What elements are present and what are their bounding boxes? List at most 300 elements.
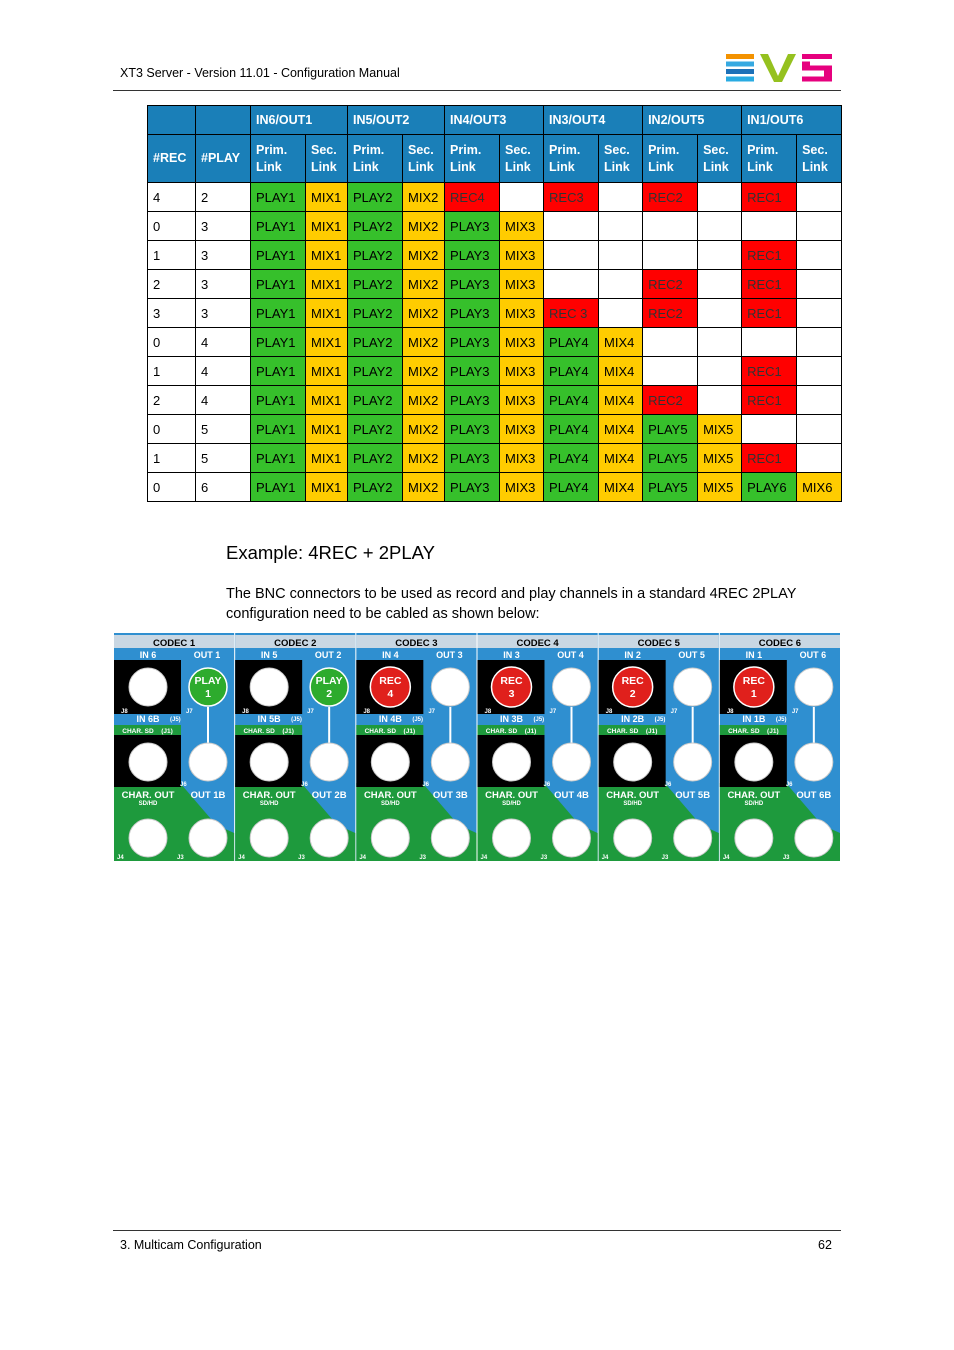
channel-cell: PLAY1	[251, 444, 306, 473]
j5-label: (J5)	[291, 717, 302, 723]
channel-cell	[797, 415, 842, 444]
outb-label: OUT 2B	[311, 790, 347, 801]
char-out-label: CHAR. OUT	[606, 790, 660, 801]
channel-cell: PLAY3	[445, 328, 500, 357]
jack-label: J6	[664, 782, 672, 788]
j1-label: (J1)	[524, 728, 537, 735]
group-header: IN1/OUT6	[742, 106, 842, 135]
table-row	[148, 183, 842, 212]
play-count-cell: 3	[196, 299, 251, 328]
section-title: Example: 4REC + 2PLAY	[226, 542, 435, 563]
channel-cell	[797, 270, 842, 299]
play-count-cell: 4	[196, 357, 251, 386]
jack-label: J7	[791, 709, 799, 715]
char-sd-label: CHAR. SD	[485, 728, 518, 735]
jack-label: J7	[428, 709, 436, 715]
rec-count-cell: 2	[148, 386, 196, 415]
channel-cell	[599, 270, 643, 299]
channel-cell: MIX3	[500, 357, 544, 386]
channel-cell: PLAY5	[643, 444, 698, 473]
channel-cell: REC3	[544, 183, 599, 212]
footer-section: 3. Multicam Configuration	[120, 1238, 262, 1252]
channel-cell: PLAY2	[348, 357, 403, 386]
footer-rule	[113, 1230, 841, 1231]
channel-cell: MIX2	[403, 357, 445, 386]
channel-cell: PLAY2	[348, 299, 403, 328]
channel-cell: PLAY2	[348, 473, 403, 502]
config-table-body	[148, 183, 842, 502]
channel-cell: REC1	[742, 270, 797, 299]
channel-cell: PLAY3	[445, 386, 500, 415]
channel-cell: MIX4	[599, 328, 643, 357]
inb-label: IN 2B	[621, 714, 645, 724]
page-number: 62	[818, 1238, 832, 1252]
channel-cell: PLAY2	[348, 241, 403, 270]
channel-cell: PLAY6	[742, 473, 797, 502]
channel-cell: MIX3	[500, 212, 544, 241]
channel-cell	[797, 386, 842, 415]
char-out-label: CHAR. OUT	[485, 790, 538, 801]
jack-label: J6	[543, 782, 551, 788]
rec-count-cell: 1	[148, 357, 196, 386]
channel-cell: PLAY5	[643, 415, 698, 444]
rec-count-header: #REC	[148, 135, 196, 183]
inb-label: IN 4B	[378, 714, 402, 724]
play-count-cell: 3	[196, 241, 251, 270]
channel-cell: PLAY1	[251, 212, 306, 241]
jack-label: J4	[359, 855, 367, 861]
table-row	[148, 241, 842, 270]
j5-label: (J5)	[412, 717, 424, 723]
table-row	[148, 473, 842, 502]
rec-count-cell: 1	[148, 444, 196, 473]
in-label: IN 5	[260, 650, 278, 660]
channel-cell	[500, 183, 544, 212]
table-row	[148, 444, 842, 473]
j1-label: (J1)	[767, 728, 779, 735]
play-count-cell: 6	[196, 473, 251, 502]
channel-cell	[698, 183, 742, 212]
channel-cell	[544, 241, 599, 270]
channel-cell: REC2	[643, 386, 698, 415]
rec-badge	[370, 667, 410, 707]
channel-cell: MIX4	[599, 473, 643, 502]
channel-cell: MIX1	[306, 299, 348, 328]
in-label: IN 6	[139, 650, 157, 660]
char-sd-label: CHAR. SD	[122, 728, 154, 735]
rec-badge-label: REC	[379, 675, 402, 687]
bnc-connector	[250, 743, 288, 781]
play-count-header: #PLAY	[196, 135, 251, 183]
channel-cell: PLAY1	[251, 270, 306, 299]
channel-cell: REC 3	[544, 299, 599, 328]
channel-cell: MIX2	[403, 473, 445, 502]
char-sd-label: CHAR. SD	[606, 728, 639, 735]
char-out-label: CHAR. OUT	[121, 790, 175, 801]
channel-cell: PLAY2	[348, 444, 403, 473]
bnc-connector	[795, 819, 833, 857]
bnc-connector	[795, 668, 833, 706]
jack-label: J3	[419, 855, 427, 861]
j5-label: (J5)	[775, 717, 787, 723]
char-out-label: CHAR. OUT	[363, 790, 417, 801]
rec-badge	[492, 667, 532, 707]
in-label: IN 3	[503, 650, 520, 660]
play-badge-label: PLAY	[315, 675, 343, 687]
codec-module	[356, 633, 476, 861]
codec-label: CODEC 6	[758, 638, 802, 649]
channel-cell	[643, 328, 698, 357]
outb-label: OUT 4B	[554, 790, 589, 801]
channel-cell: MIX3	[500, 386, 544, 415]
channel-cell	[599, 299, 643, 328]
channel-cell: PLAY1	[251, 357, 306, 386]
out-label: OUT 4	[557, 650, 584, 660]
jack-label: J6	[180, 782, 187, 788]
sec-link-header: Sec. Link	[403, 135, 445, 183]
channel-cell: MIX3	[500, 328, 544, 357]
bnc-connector-panel	[114, 633, 841, 861]
inb-label: IN 1B	[742, 714, 766, 724]
bnc-connector	[614, 819, 652, 857]
channel-cell: MIX4	[599, 444, 643, 473]
play-badge-number: 2	[326, 688, 333, 700]
channel-cell	[643, 241, 698, 270]
codec-label: CODEC 3	[395, 638, 438, 649]
play-count-cell: 4	[196, 328, 251, 357]
bnc-connector	[493, 743, 531, 781]
channel-cell	[742, 212, 797, 241]
body-paragraph: The BNC connectors to be used as record and play channels in a standard 4REC 2PLAY configuration need to be cabled as shown below:	[226, 586, 797, 622]
channel-cell: MIX6	[797, 473, 842, 502]
channel-cell: MIX2	[403, 299, 445, 328]
channel-cell	[797, 212, 842, 241]
out-label: OUT 3	[436, 650, 463, 660]
channel-cell: MIX2	[403, 270, 445, 299]
channel-cell: REC1	[742, 357, 797, 386]
group-header: IN4/OUT3	[445, 106, 544, 135]
channel-cell: MIX4	[599, 415, 643, 444]
j1-label: (J1)	[403, 728, 416, 735]
bnc-connector	[431, 668, 469, 706]
bnc-connector	[553, 743, 591, 781]
j1-label: (J1)	[161, 728, 173, 735]
play-badge	[310, 668, 348, 706]
channel-cell: PLAY3	[445, 357, 500, 386]
rec-badge-label: REC	[742, 675, 765, 687]
jack-label: J3	[540, 855, 548, 861]
bnc-connector	[431, 743, 469, 781]
rec-count-cell: 3	[148, 299, 196, 328]
channel-cell: MIX2	[403, 241, 445, 270]
j1-label: (J1)	[645, 728, 658, 735]
channel-cell: MIX2	[403, 183, 445, 212]
codec-label: CODEC 2	[274, 638, 317, 649]
play-count-cell: 4	[196, 386, 251, 415]
play-count-cell: 3	[196, 212, 251, 241]
outb-label: OUT 3B	[432, 790, 468, 801]
channel-cell: PLAY4	[544, 473, 599, 502]
bnc-connector	[129, 819, 167, 857]
channel-cell: MIX2	[403, 386, 445, 415]
channel-cell: MIX1	[306, 415, 348, 444]
channel-cell	[599, 212, 643, 241]
channel-cell: MIX3	[500, 299, 544, 328]
channel-cell: PLAY5	[643, 473, 698, 502]
table-row	[148, 357, 842, 386]
group-header-row	[148, 106, 842, 135]
jack-label: J7	[549, 709, 557, 715]
channel-cell: MIX4	[599, 357, 643, 386]
sdhd-label: SD/HD	[259, 801, 279, 807]
table-row	[148, 212, 842, 241]
group-header: IN3/OUT4	[544, 106, 643, 135]
group-header: IN6/OUT1	[251, 106, 348, 135]
outb-label: OUT 6B	[796, 790, 832, 801]
group-header: IN5/OUT2	[348, 106, 445, 135]
codec-module	[720, 633, 840, 861]
prim-link-header: Prim. Link	[251, 135, 306, 183]
channel-cell: MIX2	[403, 212, 445, 241]
channel-cell: MIX3	[500, 473, 544, 502]
in-label: IN 2	[624, 650, 641, 660]
rec-badge-label: REC	[621, 675, 644, 687]
evs-logo	[726, 54, 834, 82]
out-label: OUT 2	[314, 650, 342, 660]
jack-label: J3	[661, 855, 669, 861]
jack-label: J3	[177, 855, 184, 861]
channel-cell	[544, 212, 599, 241]
channel-cell	[742, 328, 797, 357]
channel-cell: REC2	[643, 270, 698, 299]
table-row	[148, 328, 842, 357]
sec-link-header: Sec. Link	[500, 135, 544, 183]
rec-count-cell: 0	[148, 212, 196, 241]
channel-cell: MIX2	[403, 415, 445, 444]
jack-label: J6	[301, 782, 308, 788]
prim-link-header: Prim. Link	[445, 135, 500, 183]
inb-label: IN 6B	[136, 714, 160, 724]
prim-link-header: Prim. Link	[643, 135, 698, 183]
channel-cell: PLAY1	[251, 415, 306, 444]
table-row	[148, 299, 842, 328]
channel-cell	[742, 415, 797, 444]
channel-cell: PLAY3	[445, 299, 500, 328]
char-sd-label: CHAR. SD	[728, 728, 760, 735]
jack-label: J4	[480, 855, 488, 861]
out-label: OUT 5	[678, 650, 705, 660]
play-badge-number: 1	[205, 688, 211, 700]
channel-cell	[599, 241, 643, 270]
sub-header-row	[148, 135, 842, 183]
bnc-connector	[735, 819, 773, 857]
jack-label: J6	[785, 782, 793, 788]
rec-count-cell: 0	[148, 473, 196, 502]
rec-count-cell: 2	[148, 270, 196, 299]
play-badge-label: PLAY	[194, 675, 222, 687]
channel-cell: PLAY3	[445, 444, 500, 473]
bnc-connector	[674, 819, 712, 857]
channel-cell: REC2	[643, 183, 698, 212]
jack-label: J4	[117, 855, 124, 861]
bnc-connector	[795, 743, 833, 781]
channel-cell	[643, 212, 698, 241]
channel-cell: PLAY4	[544, 386, 599, 415]
channel-cell: MIX3	[500, 270, 544, 299]
rec-count-cell: 0	[148, 328, 196, 357]
rec-badge-number: 3	[508, 688, 515, 700]
bnc-connector	[553, 668, 591, 706]
in-label: IN 1	[745, 650, 763, 660]
channel-cell: MIX2	[403, 444, 445, 473]
inb-label: IN 3B	[499, 714, 524, 724]
channel-cell: PLAY1	[251, 241, 306, 270]
channel-cell: REC1	[742, 386, 797, 415]
jack-label: J4	[238, 855, 245, 861]
bnc-connector	[614, 743, 652, 781]
channel-cell: PLAY3	[445, 212, 500, 241]
channel-cell: MIX1	[306, 328, 348, 357]
channel-cell	[643, 357, 698, 386]
rec-badge-label: REC	[500, 675, 523, 687]
jack-label: J8	[363, 709, 371, 715]
sdhd-label: SD/HD	[380, 801, 400, 807]
sec-link-header: Sec. Link	[306, 135, 348, 183]
jack-label: J8	[726, 709, 734, 715]
rec-count-cell: 4	[148, 183, 196, 212]
sdhd-label: SD/HD	[744, 801, 764, 807]
channel-cell: MIX5	[698, 415, 742, 444]
channel-cell: MIX3	[500, 444, 544, 473]
sec-link-header: Sec. Link	[797, 135, 842, 183]
channel-cell: MIX5	[698, 444, 742, 473]
codec-module	[478, 633, 598, 861]
in-label: IN 4	[382, 650, 399, 660]
jack-label: J8	[242, 709, 249, 715]
char-out-label: CHAR. OUT	[242, 790, 296, 801]
bnc-connector	[189, 743, 227, 781]
codec-label: CODEC 1	[152, 638, 196, 649]
channel-cell	[698, 386, 742, 415]
channel-cell: MIX1	[306, 270, 348, 299]
rec-badge	[613, 667, 653, 707]
outb-label: OUT 5B	[675, 790, 711, 801]
channel-cell: PLAY2	[348, 415, 403, 444]
bnc-connector	[250, 819, 288, 857]
channel-cell: PLAY2	[348, 212, 403, 241]
j5-label: (J5)	[654, 717, 666, 723]
out-label: OUT 1	[193, 650, 221, 660]
channel-cell: MIX3	[500, 415, 544, 444]
bnc-connector	[431, 819, 469, 857]
channel-cell: PLAY3	[445, 270, 500, 299]
rec-badge-number: 1	[750, 688, 757, 700]
channel-cell	[797, 357, 842, 386]
channel-cell	[698, 357, 742, 386]
jack-label: J7	[670, 709, 678, 715]
channel-cell: PLAY3	[445, 415, 500, 444]
char-sd-label: CHAR. SD	[364, 728, 397, 735]
channel-cell	[544, 270, 599, 299]
channel-cell: PLAY1	[251, 299, 306, 328]
bnc-connector	[189, 819, 227, 857]
sec-link-header: Sec. Link	[698, 135, 742, 183]
channel-cell: PLAY4	[544, 357, 599, 386]
bnc-connector	[129, 743, 167, 781]
channel-cell	[698, 328, 742, 357]
jack-label: J4	[722, 855, 730, 861]
channel-cell: PLAY1	[251, 386, 306, 415]
group-header: IN2/OUT5	[643, 106, 742, 135]
channel-cell: REC2	[643, 299, 698, 328]
codec-module	[235, 633, 355, 861]
channel-cell: PLAY1	[251, 473, 306, 502]
rec-count-cell: 0	[148, 415, 196, 444]
rec-badge	[734, 667, 774, 707]
sec-link-header: Sec. Link	[599, 135, 643, 183]
table-row	[148, 270, 842, 299]
play-count-cell: 5	[196, 415, 251, 444]
jack-label: J3	[298, 855, 305, 861]
sdhd-label: SD/HD	[623, 801, 643, 807]
out-label: OUT 6	[799, 650, 827, 660]
rec-count-cell: 1	[148, 241, 196, 270]
bnc-connector	[310, 819, 348, 857]
j5-label: (J5)	[170, 717, 181, 723]
channel-cell: PLAY3	[445, 241, 500, 270]
play-count-cell: 5	[196, 444, 251, 473]
channel-cell: MIX2	[403, 328, 445, 357]
channel-cell: MIX1	[306, 212, 348, 241]
blank-header	[148, 106, 196, 135]
bnc-connector	[735, 743, 773, 781]
channel-cell: MIX1	[306, 386, 348, 415]
channel-cell: MIX1	[306, 444, 348, 473]
table-row	[148, 386, 842, 415]
char-sd-label: CHAR. SD	[243, 728, 275, 735]
bnc-connector	[493, 819, 531, 857]
play-count-cell: 2	[196, 183, 251, 212]
bnc-connector	[674, 743, 712, 781]
jack-label: J7	[186, 709, 193, 715]
bnc-connector	[129, 668, 167, 706]
outb-label: OUT 1B	[190, 790, 226, 801]
inb-label: IN 5B	[257, 714, 281, 724]
channel-cell	[797, 183, 842, 212]
play-badge	[189, 668, 227, 706]
codec-module	[599, 633, 719, 861]
channel-cell	[797, 299, 842, 328]
sdhd-label: SD/HD	[138, 801, 158, 807]
rec-badge-number: 2	[629, 688, 636, 700]
prim-link-header: Prim. Link	[544, 135, 599, 183]
bnc-connector	[371, 743, 409, 781]
channel-cell: PLAY2	[348, 183, 403, 212]
table-row	[148, 415, 842, 444]
evs-logo-icon	[726, 54, 834, 82]
codec-label: CODEC 5	[637, 638, 680, 649]
jack-label: J3	[782, 855, 790, 861]
channel-cell: PLAY1	[251, 183, 306, 212]
codec-label: CODEC 4	[516, 638, 559, 649]
jack-label: J8	[484, 709, 492, 715]
channel-cell: PLAY3	[445, 473, 500, 502]
channel-cell	[698, 212, 742, 241]
channel-cell	[797, 444, 842, 473]
channel-cell: MIX1	[306, 241, 348, 270]
codec-module	[114, 633, 234, 861]
header-rule	[113, 90, 841, 91]
